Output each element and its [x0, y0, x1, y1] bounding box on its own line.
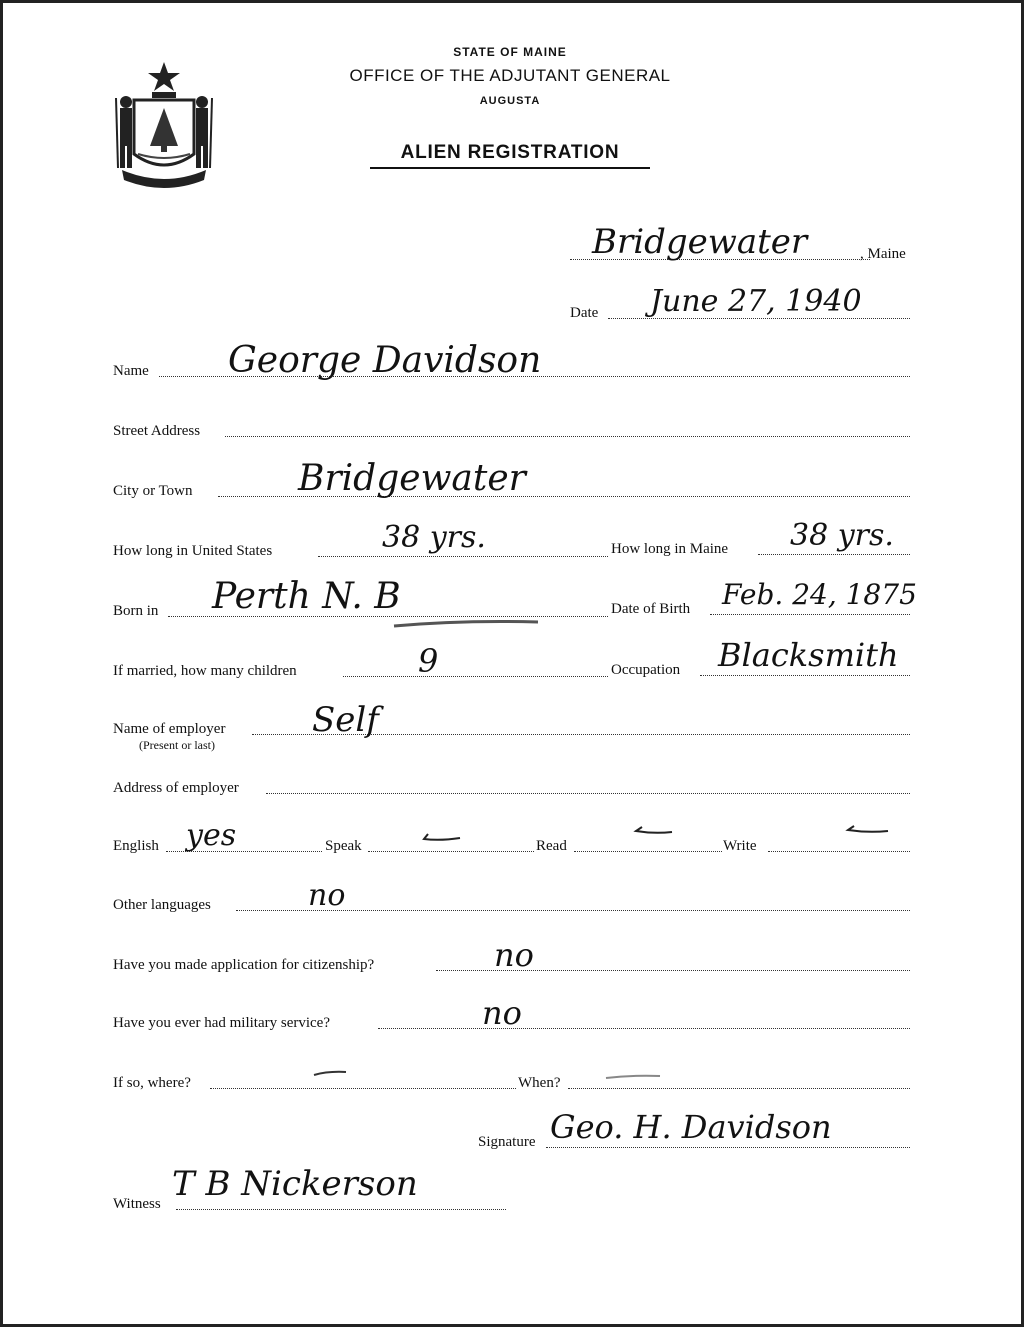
how-long-maine-label: How long in Maine	[611, 541, 729, 557]
when-dash-mark	[604, 1072, 664, 1082]
if-so-where-label: If so, where?	[113, 1075, 191, 1091]
children-line	[343, 676, 608, 677]
where-dash-mark	[312, 1068, 348, 1078]
header-office: OFFICE OF THE ADJUTANT GENERAL	[349, 66, 671, 85]
occupation-line	[700, 675, 910, 676]
city-value: Bridgewater	[298, 458, 526, 499]
street-address-line	[225, 436, 910, 437]
write-label: Write	[723, 838, 757, 854]
how-long-us-value: 38 yrs.	[382, 520, 486, 555]
military-value: no	[482, 994, 522, 1032]
signature-line	[546, 1147, 910, 1148]
english-label: English	[113, 838, 159, 854]
citizenship-label: Have you made application for citizenship?	[113, 957, 375, 973]
town-value: Bridgewater	[592, 222, 808, 262]
street-address-label: Street Address	[113, 423, 201, 439]
write-dash-mark	[844, 822, 892, 838]
employer-note: (Present or last)	[139, 738, 215, 752]
other-languages-value: no	[308, 878, 346, 913]
speak-dash-mark	[420, 830, 464, 846]
name-value: George Davidson	[228, 340, 542, 381]
english-value: yes	[186, 818, 237, 853]
write-line	[768, 851, 910, 852]
if-so-where-line	[210, 1088, 516, 1089]
maine-label: , Maine	[860, 246, 906, 262]
how-long-us-label: How long in United States	[113, 543, 273, 559]
military-label: Have you ever had military service?	[113, 1015, 330, 1031]
date-value: June 27, 1940	[650, 284, 862, 319]
when-line	[568, 1088, 910, 1089]
date-label: Date	[570, 305, 599, 321]
read-label: Read	[536, 838, 567, 854]
how-long-maine-value: 38 yrs.	[790, 518, 894, 553]
signature-label: Signature	[478, 1134, 536, 1150]
born-in-value: Perth N. B	[212, 576, 401, 617]
form-title: ALIEN REGISTRATION	[370, 142, 650, 169]
witness-label: Witness	[113, 1196, 161, 1212]
witness-line	[176, 1209, 506, 1210]
occupation-value: Blacksmith	[718, 636, 899, 674]
employer-address-line	[266, 793, 910, 794]
date-of-birth-value: Feb. 24, 1875	[722, 578, 917, 611]
signature-value: Geo. H. Davidson	[550, 1108, 832, 1146]
occupation-label: Occupation	[611, 662, 681, 678]
city-label: City or Town	[113, 483, 193, 499]
employer-address-label: Address of employer	[113, 780, 239, 796]
date-of-birth-line	[710, 614, 910, 615]
header-state: STATE OF MAINE	[453, 45, 567, 59]
name-label: Name	[113, 363, 149, 379]
military-line	[378, 1028, 910, 1029]
employer-value: Self	[312, 700, 379, 740]
header-city: AUGUSTA	[479, 95, 541, 107]
children-label: If married, how many children	[113, 663, 297, 679]
read-line	[574, 851, 722, 852]
how-long-maine-line	[758, 554, 910, 555]
born-in-label: Born in	[113, 603, 159, 619]
underline-mark	[392, 616, 542, 632]
witness-value: T B Nickerson	[172, 1164, 418, 1204]
read-dash-mark	[632, 822, 676, 838]
state-seal-icon	[108, 58, 220, 188]
speak-line	[368, 851, 534, 852]
employer-label: Name of employer	[113, 721, 226, 737]
speak-label: Speak	[325, 838, 362, 854]
date-of-birth-label: Date of Birth	[611, 601, 691, 617]
citizenship-value: no	[494, 936, 534, 974]
other-languages-label: Other languages	[113, 897, 211, 913]
children-value: 9	[418, 642, 439, 680]
how-long-us-line	[318, 556, 608, 557]
when-label: When?	[518, 1075, 561, 1091]
